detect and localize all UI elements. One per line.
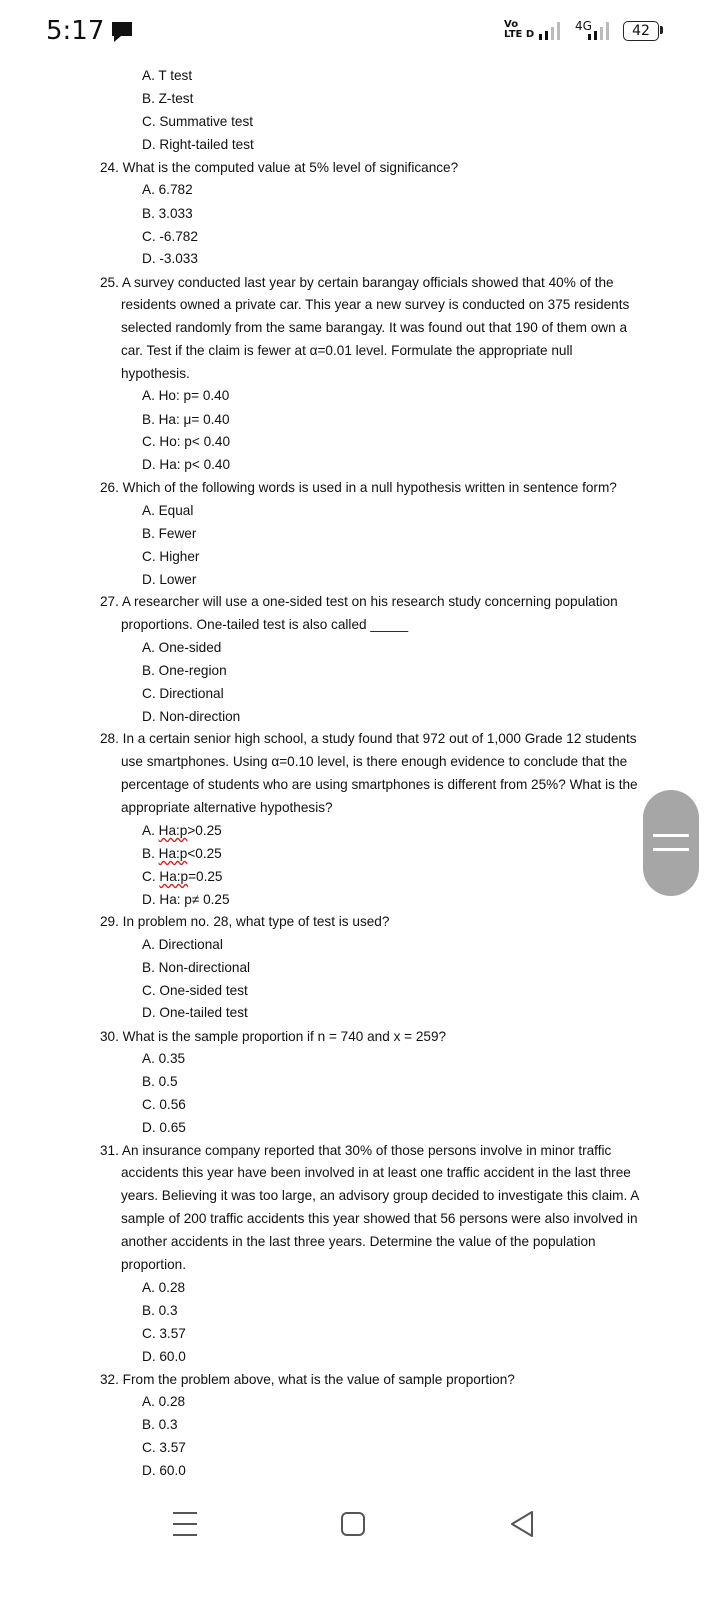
option: C. Ho: p< 0.40	[142, 434, 231, 449]
volte-bottom: LTE D	[504, 29, 535, 40]
option-prefix: B.	[142, 846, 159, 861]
option: C. 3.57	[142, 1326, 186, 1341]
option: A. T test	[142, 68, 193, 83]
option: D. One-tailed test	[142, 1005, 248, 1020]
question-28-line: percentage of students who are using smartphones is different from 25%? What is the	[121, 777, 638, 792]
question-25-line: hypothesis.	[121, 366, 190, 381]
option: C. Directional	[142, 686, 224, 701]
option: C. 0.56	[142, 1097, 186, 1112]
option: D. Ha: p≠ 0.25	[142, 892, 230, 907]
option: D. 60.0	[142, 1349, 186, 1364]
option: B. One-region	[142, 663, 227, 678]
option: C. One-sided test	[142, 983, 248, 998]
spellcheck-word[interactable]: Ha:p	[158, 846, 188, 861]
option: A. Ho: p= 0.40	[142, 388, 230, 403]
option: C. -6.782	[142, 229, 198, 244]
home-icon[interactable]	[340, 1510, 366, 1543]
spellcheck-word[interactable]: Ha:p	[158, 823, 188, 838]
option: D. Ha: p< 0.40	[142, 457, 231, 472]
option: A. 0.28	[142, 1280, 186, 1295]
menu-icon[interactable]	[172, 1510, 198, 1543]
option: A. 6.782	[142, 182, 193, 197]
handle-line	[653, 834, 689, 837]
signal-icon	[537, 18, 565, 47]
option	[142, 869, 223, 884]
volte-indicator	[504, 20, 534, 40]
question-31-line: another accidents in the last three years. Determine the value of the population	[121, 1234, 596, 1249]
signal-icon-2	[586, 18, 614, 47]
battery-tip	[660, 26, 663, 34]
question-31-line: years. Believing it was too large, an advisory group decided to investigate this claim. A	[121, 1188, 640, 1203]
option: B. 0.5	[142, 1074, 178, 1089]
scroll-handle-icon[interactable]	[643, 790, 699, 896]
question-28: 28. In a certain senior high school, a study found that 972 out of 1,000 Grade 12 students	[100, 731, 637, 746]
handle-line	[653, 848, 689, 851]
question-31-line: proportion.	[121, 1257, 186, 1272]
status-bar	[0, 0, 720, 64]
option: A. 0.35	[142, 1051, 186, 1066]
back-icon[interactable]	[509, 1510, 535, 1543]
option: A. 0.28	[142, 1394, 186, 1409]
option: D. 0.65	[142, 1120, 186, 1135]
option-rest: >0.25	[187, 823, 222, 838]
question-25-line: car. Test if the claim is fewer at α=0.01 level. Formulate the appropriate null	[121, 343, 573, 358]
question-25-line: selected randomly from the same barangay. It was found out that 190 of them own a	[121, 320, 628, 335]
option-prefix: A.	[142, 823, 159, 838]
option-rest: =0.25	[188, 869, 223, 884]
option-prefix: C.	[142, 869, 160, 884]
option	[142, 846, 222, 861]
question-27: 27. A researcher will use a one-sided test on his research study concerning population	[100, 594, 618, 609]
option: A. Equal	[142, 503, 194, 518]
question-28-line: use smartphones. Using α=0.10 level, is there enough evidence to conclude that the	[121, 754, 628, 769]
option: A. One-sided	[142, 640, 222, 655]
question-30: 30. What is the sample proportion if n = 740 and x = 259?	[100, 1029, 447, 1044]
option: B. 0.3	[142, 1303, 178, 1318]
question-27-line: proportions. One-tailed test is also called _____	[121, 617, 409, 632]
question-26: 26. Which of the following words is used in a null hypothesis written in sentence form?	[100, 480, 617, 495]
question-25: 25. A survey conducted last year by certain barangay officials showed that 40% of the	[100, 275, 614, 290]
option: D. Right-tailed test	[142, 137, 254, 152]
option: B. 3.033	[142, 206, 193, 221]
option: D. 60.0	[142, 1463, 186, 1478]
question-31: 31. An insurance company reported that 30% of those persons involve in minor traffic	[100, 1143, 612, 1158]
option: B. Fewer	[142, 526, 197, 541]
network-type: 4G	[575, 19, 592, 33]
option: D. Non-direction	[142, 709, 241, 724]
question-29: 29. In problem no. 28, what type of test is used?	[100, 914, 390, 929]
question-32: 32. From the problem above, what is the value of sample proportion?	[100, 1372, 515, 1387]
message-icon	[112, 22, 132, 47]
option: C. 3.57	[142, 1440, 186, 1455]
battery-icon: 42	[623, 21, 659, 41]
spellcheck-word[interactable]: Ha:p	[159, 869, 189, 884]
option: B. Ha: μ= 0.40	[142, 412, 230, 427]
question-28-line: appropriate alternative hypothesis?	[121, 800, 333, 815]
option: B. Z-test	[142, 91, 194, 106]
option: D. -3.033	[142, 251, 198, 266]
option: A. Directional	[142, 937, 223, 952]
volte-top: Vo	[504, 19, 519, 30]
question-24: 24. What is the computed value at 5% level of significance?	[100, 160, 459, 175]
question-25-line: residents owned a private car. This year a new survey is conducted on 375 residents	[121, 297, 630, 312]
option-rest: <0.25	[187, 846, 222, 861]
option	[142, 823, 222, 838]
clock: 5:17	[46, 16, 105, 46]
option: B. Non-directional	[142, 960, 251, 975]
navigation-bar	[0, 1496, 720, 1556]
option: C. Higher	[142, 549, 200, 564]
option: B. 0.3	[142, 1417, 178, 1432]
option: D. Lower	[142, 572, 197, 587]
option: C. Summative test	[142, 114, 254, 129]
question-31-line: sample of 200 traffic accidents this year showed that 56 persons were also involved in	[121, 1211, 638, 1226]
question-31-line: accidents this year have been involved in at least one traffic accident in the last three	[121, 1165, 631, 1180]
